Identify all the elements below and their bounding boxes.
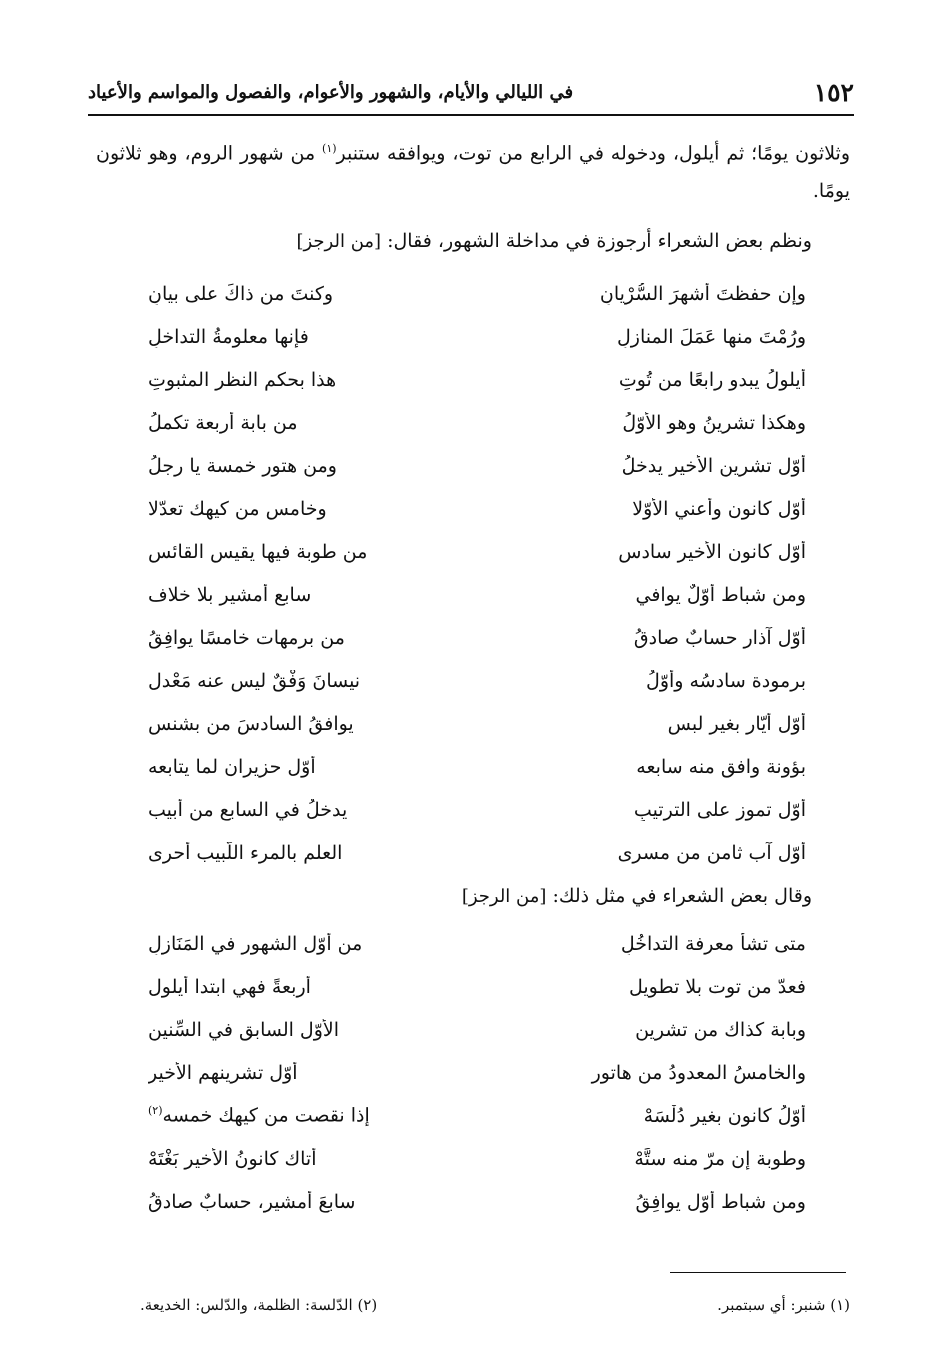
verse-second-hemistich: يوافقُ السادسَ من بشنسِ <box>148 712 354 735</box>
verse-first-hemistich: أوّل آب ثامن من مسرى <box>617 841 806 864</box>
verse-second-hemistich: فإنها معلومةُ التداخلِ <box>148 325 309 348</box>
verse-second-hemistich: أربعةً فهي ابتدا أيلول <box>148 975 311 998</box>
footnote-2 <box>140 1296 377 1314</box>
verse-second-hemistich: من بابة أربعة تكملُ <box>148 411 298 434</box>
verse <box>148 530 806 573</box>
verse-first-hemistich: ومن شباط أوّلٌ يوافي <box>635 583 806 606</box>
verse-second-hemistich: نيسانَ وَفْقٌ ليس عنه مَعْدل <box>148 669 361 692</box>
verse-first-hemistich: متى تشأ معرفة التداخُلِ <box>620 932 806 955</box>
verse <box>148 659 806 702</box>
verse-first-hemistich: والخامسُ المعدودُ من هاتور <box>591 1061 806 1084</box>
verse <box>148 272 806 315</box>
verse <box>148 401 806 444</box>
intro-text-continued: من شهور الروم، وهو ثلاثون يومًا. <box>96 142 850 203</box>
verse <box>148 616 806 659</box>
verse <box>148 1094 806 1137</box>
intro-text: وثلاثون يومًا؛ ثم أيلول، ودخوله في الرابع من توت، ويوافقه ستنبر <box>336 142 850 165</box>
poem1-intro-text: ونظم بعض الشعراء أرجوزة في مداخلة الشهور، فقال: <box>381 230 812 252</box>
verse-second-hemistich: هذا بحكم النظر المثبوتِ <box>148 368 337 391</box>
footnote-1 <box>717 1296 850 1314</box>
verse-second-hemistich: العلم بالمرء اللّبيب أحرى <box>148 841 343 864</box>
verse-second-hemistich: من طوبة فيها يقيس القائس <box>148 540 368 563</box>
verse-second-hemistich: ومن هتور خمسة يا رجلُ <box>148 454 337 477</box>
verse <box>148 831 806 874</box>
verse-first-hemistich: أوّل كانون وأعني الأوّلا <box>632 497 806 520</box>
poem2-intro <box>96 877 850 916</box>
verse-first-hemistich: وبابة كذاك من تشرين <box>635 1018 806 1041</box>
running-title: في الليالي والأيام، والشهور والأعوام، والفصول والمواسم والأعياد <box>88 81 574 103</box>
footnote-text: شنبر: أي سبتمبر. <box>717 1296 826 1314</box>
verse-first-hemistich: أوّل أيّار بغير لبسِ <box>667 712 806 735</box>
verse-second-hemistich: أوّل تشرينهم الأخيرِ <box>148 1061 298 1084</box>
verse-first-hemistich: وطوبة إن مرّ منه ستَّهْ <box>634 1147 806 1170</box>
verse <box>148 702 806 745</box>
footnote-marker: (٢) <box>357 1296 378 1314</box>
verse <box>148 745 806 788</box>
poem-2 <box>148 922 806 1223</box>
footnote-text: الدّلسة: الظلمة، والدّلس: الخديعة. <box>140 1296 353 1314</box>
intro-paragraph <box>96 130 850 210</box>
verse-first-hemistich: أوّل آذار حسابٌ صادقُ <box>633 626 806 649</box>
verse-second-hemistich: أوّل حزيران لما يتابعه <box>148 755 316 778</box>
poem-1 <box>148 272 806 874</box>
poem2-intro-text: وقال بعض الشعراء في مثل ذلك: <box>546 885 812 907</box>
verse-first-hemistich: فعدّ من توت بلا تطويل <box>628 975 806 998</box>
verse-second-hemistich: الأوّل السابق في السِّنين <box>148 1018 340 1041</box>
verse-second-hemistich: سابعَ أمشير، حسابٌ صادقُ <box>148 1190 356 1213</box>
verse <box>148 788 806 831</box>
verse-first-hemistich: ومن شباط أوّل يوافِقُ <box>635 1190 806 1213</box>
page-number: ١٥٢ <box>813 77 854 107</box>
verse-second-hemistich: وخامس من كيهك تعدّلا <box>148 497 327 520</box>
verse <box>148 1008 806 1051</box>
verse-second-hemistich: من أوّل الشهور في المَنَازلِ <box>148 932 363 955</box>
verse-first-hemistich: وإن حفظتَ أشهرَ السُّرْيانِ <box>599 282 806 305</box>
footnote-marker: (١) <box>830 1296 850 1314</box>
verse-first-hemistich: برمودة سادسُه وأوّلُ <box>646 669 806 692</box>
verse-second-hemistich: يدخلُ في السابع من أبيب <box>148 798 348 821</box>
footnote-ref-2: (٢) <box>148 1104 163 1118</box>
verse <box>148 1180 806 1223</box>
page-header <box>88 70 854 116</box>
verse-second-hemistich <box>148 1104 448 1126</box>
verse-first-hemistich: أوّل كانون الأخير سادس <box>618 540 806 563</box>
verse-second-hemistich: من برمهات خامسًا يوافِقُ <box>148 626 345 649</box>
verse-first-hemistich: وهكذا تشرينُ وهو الأوّلُ <box>622 411 806 434</box>
verse <box>148 487 806 530</box>
verse <box>148 315 806 358</box>
verse-first-hemistich: ورُمْتَ منها عَمَلَ المنازلِ <box>616 325 806 348</box>
verse-first-hemistich: أوّل تشرين الأخير يدخلُ <box>621 454 806 477</box>
verse-first-hemistich: أوّلُ كانون بغير دُلْسَهْ <box>643 1104 806 1127</box>
footnote-divider <box>670 1272 846 1273</box>
verse-text: إذا نقصت من كيهك خمسه <box>162 1104 370 1127</box>
verse-second-hemistich: أتاك كانونُ الأخير بَغْتَهْ <box>148 1147 317 1170</box>
verse <box>148 444 806 487</box>
verse <box>148 358 806 401</box>
poem1-meter: [من الرجز] <box>296 231 382 252</box>
verse <box>148 922 806 965</box>
verse <box>148 1051 806 1094</box>
verse-first-hemistich: بؤونة وافق منه سابعه <box>636 755 806 778</box>
footnote-ref-1: (١) <box>322 142 337 155</box>
verse <box>148 965 806 1008</box>
footnotes <box>140 1285 850 1325</box>
verse-second-hemistich: سابع أمشير بلا خلاف <box>148 583 312 606</box>
verse-first-hemistich: أوّل تموز على الترتيبِ <box>633 798 806 821</box>
verse-second-hemistich: وكنتَ من ذاكَ على بيانِ <box>148 282 334 305</box>
verse-first-hemistich: أيلولُ يبدو رابعًا من تُوتِ <box>618 368 806 391</box>
verse <box>148 573 806 616</box>
poem1-intro <box>96 222 850 261</box>
verse <box>148 1137 806 1180</box>
poem2-meter: [من الرجز] <box>461 886 547 907</box>
